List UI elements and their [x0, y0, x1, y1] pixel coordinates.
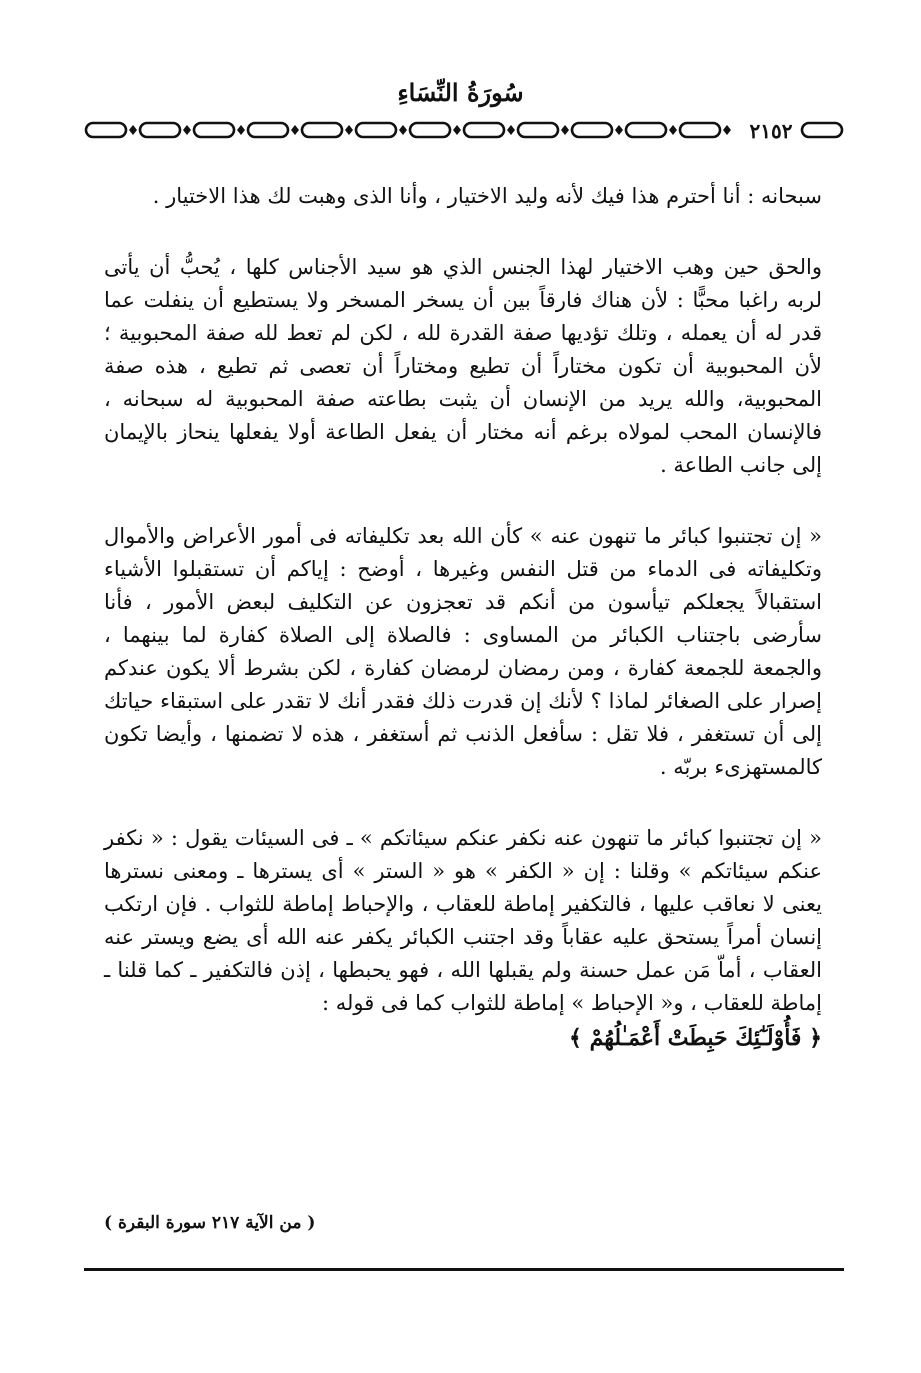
paragraph-1: سبحانه : أنا أحترم هذا فيك لأنه وليد الاختيار ، وأنا الذى وهبت لك هذا الاختيار . — [152, 184, 822, 208]
paragraph-2: والحق حين وهب الاختيار لهذا الجنس الذي هو سيد الأجناس كلها ، يُحبُّ أن يأتى لربه راغبا محبًّا : لأن هناك فارقاً بين أن يسخر المسخر ولا يستطيع أن ينفلت عما قدر له أن يعمله ، وتلك تؤديها صفة القدرة لله ، لكن لم تعط لله صفة المحبوبية ؛ لأن المحبوبية أن تكون مختاراً أن تطيع ومختاراً أن تعصى ثم تطيع ، هذه صفة المحبوبية، والله يريد من الإنسان أن يثبت بطاعته صفة المحبوبية له سبحانه ، فالإنسان المحب لمولاه برغم أنه مختار أن يفعل الطاعة أولا يفعلها ينحاز بالإيمان إلى جانب الطاعة . — [104, 255, 822, 477]
paragraph-3: « إن تجتنبوا كبائر ما تنهون عنه » كأن الله بعد تكليفاته فى أمور الأعراض والأموال وتكليفاته فى الدماء من قتل النفس وغيرها ، أوضح : إياكم أن تستقبلوا الأشياء استقبالاً يجعلكم تيأسون من أنكم قد تعجزون عن التكليف لبعض الأمور ، فأنا سأرضى باجتناب الكبائر من المساوى : فالصلاة إلى الصلاة كفارة لما بينهما ، والجمعة للجمعة كفارة ، ومن رمضان لرمضان كفارة ، لكن بشرط ألا يكون عندكم إصرار على الصغائر لماذا ؟ لأنك إن قدرت ذلك فقدر أنك لا تقدر على استبقاء حياتك إلى أن تستغفر ، فلا تقل : سأفعل الذنب ثم أستغفر ، هذه لا تضمنها ، وأيضا تكون كالمستهزىء بربّه . — [104, 524, 822, 779]
ornamental-header-band — [84, 116, 844, 144]
verse-reference: ( من الآية ٢١٧ سورة البقرة ) — [104, 1213, 316, 1233]
surah-title: سُورَةُ النِّسَاءِ — [397, 78, 524, 107]
quran-verse: ﴿ فَأُوْلَـٰٓئِكَ حَبِطَتْ أَعْمَـٰلُهُمْ ﴾ — [569, 1025, 822, 1051]
paragraph-4: « إن تجتنبوا كبائر ما تنهون عنه نكفر عنكم سيئاتكم » ـ فى السيئات يقول : « نكفر عنكم سيئاتكم » وقلنا : إن « الكفر » هو « الستر » أى يسترها ـ ومعنى نسترها يعنى لا نعاقب عليها ، فالتكفير إماطة للعقاب ، والإحباط إماطة للثواب . فإن ارتكب إنسان أمراً يستحق عليه عقاباً وقد اجتنب الكبائر يكفر عنه الله أى يضع ويستر عنه العقاب ، أماّ مَن عمل حسنة ولم يقبلها الله ، فهو يحبطها ، إذن فالتكفير ـ كما قلنا ـ إماطة للعقاب ، و« الإحباط » إماطة للثواب كما فى قوله : — [104, 826, 822, 1015]
chain-ornament-icon — [84, 116, 844, 144]
page-number: ٢١٥٢ — [745, 118, 797, 144]
body-text — [104, 180, 822, 1056]
footer-rule — [84, 1268, 844, 1271]
